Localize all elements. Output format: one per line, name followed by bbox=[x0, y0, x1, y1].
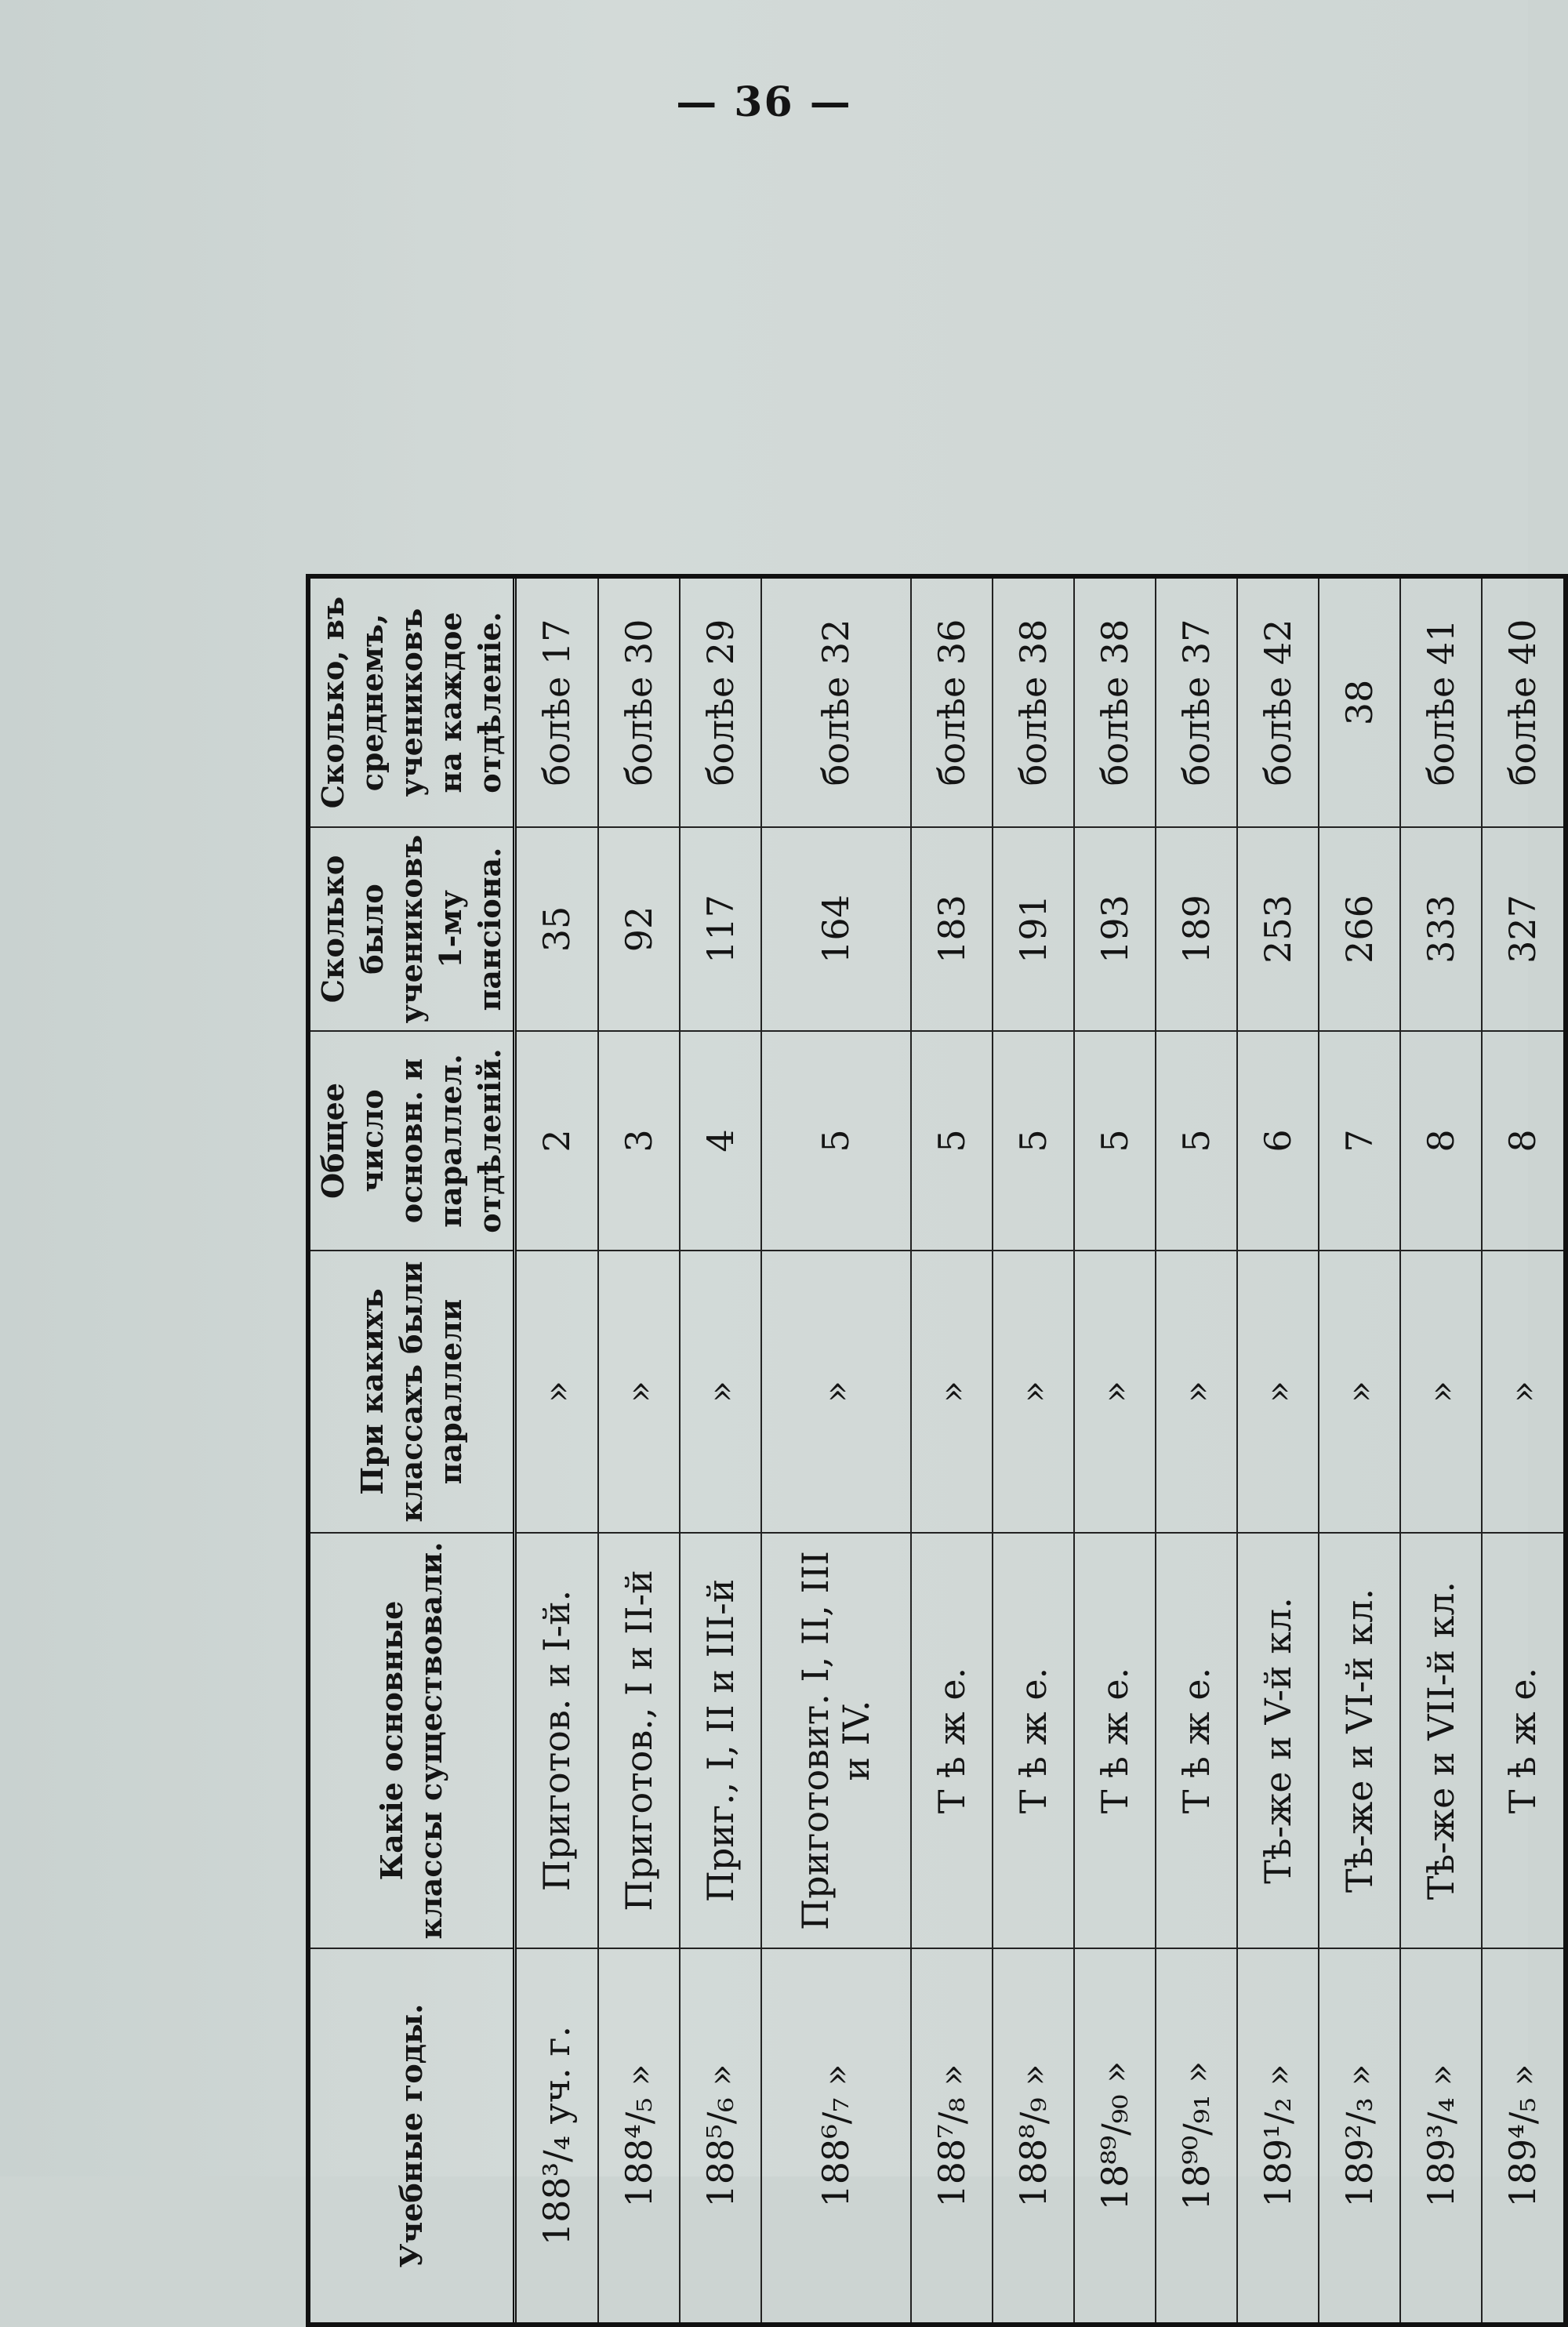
cell-year: 18⁸⁹/₉₀ » bbox=[1074, 1948, 1156, 2325]
table-header-row bbox=[308, 576, 515, 2325]
table-row bbox=[1482, 576, 1566, 2325]
cell-classes: Приготов., І и ІІ-й bbox=[598, 1533, 680, 1948]
table-row bbox=[1237, 576, 1319, 2325]
statistics-table bbox=[306, 574, 1568, 2327]
cell-parallel: » bbox=[1482, 1251, 1566, 1533]
cell-parallel: » bbox=[598, 1251, 680, 1533]
cell-classes: Т ѣ ж е. bbox=[1074, 1533, 1156, 1948]
page-number: — 36 — bbox=[676, 78, 852, 126]
cell-parallel: » bbox=[680, 1251, 761, 1533]
cell-avg: болѣе 17 bbox=[515, 576, 598, 827]
bleed-through-text bbox=[196, 157, 1466, 565]
cell-classes: Приготовит. І, ІІ, ІІІ и ІV. bbox=[761, 1533, 911, 1948]
cell-classes: Т ѣ ж е. bbox=[1156, 1533, 1237, 1948]
cell-parallel: » bbox=[1237, 1251, 1319, 1533]
cell-count: 4 bbox=[680, 1031, 761, 1251]
cell-classes: Тѣ-же и VІ-й кл. bbox=[1319, 1533, 1400, 1948]
header-per-first: Сколько было учениковъ 1-му пансіона. bbox=[308, 827, 515, 1031]
header-year: Учебные годы. bbox=[308, 1948, 515, 2325]
table-row bbox=[761, 576, 911, 2325]
cell-per-first: 35 bbox=[515, 827, 598, 1031]
cell-count: 5 bbox=[1156, 1031, 1237, 1251]
cell-year: 189¹/₂ » bbox=[1237, 1948, 1319, 2325]
table-row bbox=[515, 576, 598, 2325]
cell-avg: болѣе 41 bbox=[1400, 576, 1482, 827]
cell-classes: Приготов. и І-й. bbox=[515, 1533, 598, 1948]
cell-year: 188⁸/₉ » bbox=[993, 1948, 1074, 2325]
cell-classes: Тѣ-же и V-й кл. bbox=[1237, 1533, 1319, 1948]
cell-parallel: » bbox=[515, 1251, 598, 1533]
cell-per-first: 193 bbox=[1074, 827, 1156, 1031]
cell-avg: болѣе 36 bbox=[911, 576, 993, 827]
cell-parallel: » bbox=[993, 1251, 1074, 1533]
cell-count: 6 bbox=[1237, 1031, 1319, 1251]
header-classes: Какіе основные классы существовали. bbox=[308, 1533, 515, 1948]
cell-year: 188⁷/₈ » bbox=[911, 1948, 993, 2325]
cell-avg: болѣе 37 bbox=[1156, 576, 1237, 827]
header-count: Общее число основн. и параллел. отдѣленій. bbox=[308, 1031, 515, 1251]
cell-parallel: » bbox=[911, 1251, 993, 1533]
cell-classes: Т ѣ ж е. bbox=[993, 1533, 1074, 1948]
cell-count: 3 bbox=[598, 1031, 680, 1251]
cell-avg: болѣе 29 bbox=[680, 576, 761, 827]
table-row bbox=[1319, 576, 1400, 2325]
header-parallel: При какихъ классахъ были параллели bbox=[308, 1251, 515, 1533]
cell-per-first: 327 bbox=[1482, 827, 1566, 1031]
cell-avg: болѣе 30 bbox=[598, 576, 680, 827]
cell-per-first: 189 bbox=[1156, 827, 1237, 1031]
cell-per-first: 191 bbox=[993, 827, 1074, 1031]
cell-count: 5 bbox=[1074, 1031, 1156, 1251]
cell-avg: болѣе 38 bbox=[993, 576, 1074, 827]
cell-per-first: 183 bbox=[911, 827, 993, 1031]
cell-classes: Т ѣ ж е. bbox=[1482, 1533, 1566, 1948]
cell-classes: Тѣ-же и VІІ-й кл. bbox=[1400, 1533, 1482, 1948]
table-row bbox=[1400, 576, 1482, 2325]
cell-avg: болѣе 38 bbox=[1074, 576, 1156, 827]
cell-count: 5 bbox=[911, 1031, 993, 1251]
statistics-table-rotated bbox=[306, 579, 1568, 2327]
cell-avg: болѣе 42 bbox=[1237, 576, 1319, 827]
cell-parallel: » bbox=[761, 1251, 911, 1533]
cell-year: 188⁵/₆ » bbox=[680, 1948, 761, 2325]
cell-year: 188⁶/₇ » bbox=[761, 1948, 911, 2325]
cell-classes: Приг., І, ІІ и ІІІ-й bbox=[680, 1533, 761, 1948]
table-row bbox=[1074, 576, 1156, 2325]
cell-parallel: » bbox=[1074, 1251, 1156, 1533]
cell-year: 18⁹⁰/₉₁ » bbox=[1156, 1948, 1237, 2325]
cell-avg: болѣе 40 bbox=[1482, 576, 1566, 827]
cell-avg: болѣе 32 bbox=[761, 576, 911, 827]
cell-per-first: 333 bbox=[1400, 827, 1482, 1031]
cell-count: 2 bbox=[515, 1031, 598, 1251]
cell-count: 5 bbox=[993, 1031, 1074, 1251]
cell-year: 189²/₃ » bbox=[1319, 1948, 1400, 2325]
cell-year: 189³/₄ » bbox=[1400, 1948, 1482, 2325]
cell-per-first: 266 bbox=[1319, 827, 1400, 1031]
header-avg: Сколько, въ среднемъ, учениковъ на каждое отдѣленіе. bbox=[308, 576, 515, 827]
cell-year: 189⁴/₅ » bbox=[1482, 1948, 1566, 2325]
table-row bbox=[1156, 576, 1237, 2325]
cell-parallel: » bbox=[1400, 1251, 1482, 1533]
cell-count: 5 bbox=[761, 1031, 911, 1251]
table-row bbox=[680, 576, 761, 2325]
cell-per-first: 164 bbox=[761, 827, 911, 1031]
cell-count: 7 bbox=[1319, 1031, 1400, 1251]
table-row bbox=[993, 576, 1074, 2325]
cell-avg: 38 bbox=[1319, 576, 1400, 827]
cell-per-first: 117 bbox=[680, 827, 761, 1031]
cell-year: 188³/₄ уч. г. bbox=[515, 1948, 598, 2325]
cell-classes: Т ѣ ж е. bbox=[911, 1533, 993, 1948]
cell-parallel: » bbox=[1319, 1251, 1400, 1533]
cell-parallel: » bbox=[1156, 1251, 1237, 1533]
cell-count: 8 bbox=[1400, 1031, 1482, 1251]
cell-count: 8 bbox=[1482, 1031, 1566, 1251]
cell-per-first: 253 bbox=[1237, 827, 1319, 1031]
table-row bbox=[911, 576, 993, 2325]
cell-per-first: 92 bbox=[598, 827, 680, 1031]
table-row bbox=[598, 576, 680, 2325]
cell-year: 188⁴/₅ » bbox=[598, 1948, 680, 2325]
